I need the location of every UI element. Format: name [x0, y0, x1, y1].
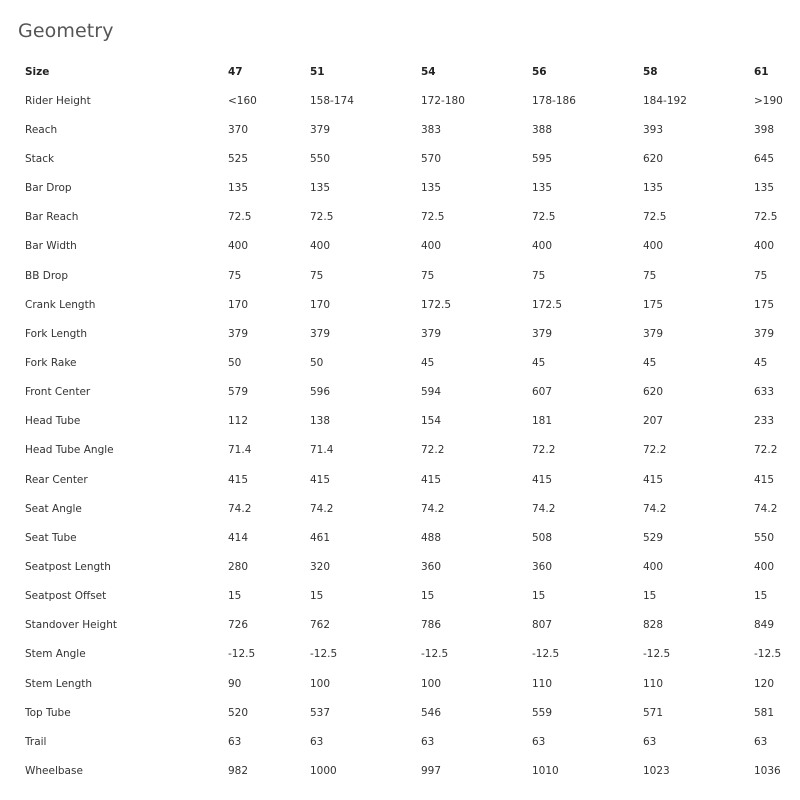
- table-cell: 135: [228, 182, 249, 195]
- table-cell: 178-186: [532, 94, 576, 107]
- row-label: Stem Angle: [25, 648, 86, 661]
- table-cell: 379: [310, 327, 331, 340]
- table-cell: 360: [421, 560, 442, 573]
- table-row: [25, 640, 795, 669]
- row-label: Stem Length: [25, 677, 93, 690]
- table-cell: 74.2: [421, 502, 445, 515]
- table-cell: 75: [754, 269, 768, 282]
- table-cell: 280: [228, 560, 249, 573]
- table-cell: 72.2: [421, 444, 445, 457]
- table-cell: 415: [754, 473, 775, 486]
- table-row: [25, 319, 795, 348]
- table-cell: 997: [421, 764, 442, 777]
- table-cell: 184-192: [643, 94, 687, 107]
- row-label: Bar Drop: [25, 182, 72, 195]
- table-cell: 1000: [310, 764, 337, 777]
- table-cell: -12.5: [228, 648, 256, 661]
- table-cell: 63: [754, 735, 768, 748]
- table-cell: 400: [754, 240, 775, 253]
- row-label: Seat Angle: [25, 502, 82, 515]
- table-cell: 90: [228, 677, 242, 690]
- table-cell: 50: [228, 356, 242, 369]
- header-cell-size-47: 47: [228, 65, 243, 78]
- row-label: Seatpost Length: [25, 560, 111, 573]
- row-label: Crank Length: [25, 298, 96, 311]
- table-cell: 110: [532, 677, 553, 690]
- table-row: [25, 348, 795, 377]
- table-cell: 45: [754, 356, 768, 369]
- table-cell: 550: [754, 531, 775, 544]
- row-label: Wheelbase: [25, 764, 83, 777]
- table-row: [25, 523, 795, 552]
- table-cell: 63: [310, 735, 324, 748]
- table-cell: 172.5: [421, 298, 452, 311]
- row-label: Bar Reach: [25, 211, 79, 224]
- row-label: Rider Height: [25, 94, 91, 107]
- table-row: [25, 115, 795, 144]
- table-row: [25, 290, 795, 319]
- table-row: [25, 582, 795, 611]
- table-cell: 596: [310, 386, 331, 399]
- row-label: Bar Width: [25, 240, 77, 253]
- table-cell: 112: [228, 415, 249, 428]
- table-cell: 400: [754, 560, 775, 573]
- table-cell: 71.4: [228, 444, 252, 457]
- table-cell: 379: [754, 327, 775, 340]
- table-cell: -12.5: [754, 648, 782, 661]
- table-cell: -12.5: [532, 648, 560, 661]
- table-cell: 383: [421, 123, 442, 136]
- table-cell: 520: [228, 706, 249, 719]
- table-cell: 50: [310, 356, 324, 369]
- table-cell: 72.5: [421, 211, 445, 224]
- table-cell: <160: [228, 94, 257, 107]
- table-cell: 415: [643, 473, 664, 486]
- table-cell: 1010: [532, 764, 559, 777]
- header-cell-size-56: 56: [532, 65, 547, 78]
- header-cell-size-58: 58: [643, 65, 658, 78]
- row-label: Seat Tube: [25, 531, 77, 544]
- table-cell: 207: [643, 415, 664, 428]
- table-cell: 100: [310, 677, 331, 690]
- row-label: Fork Length: [25, 327, 88, 340]
- table-cell: 135: [310, 182, 331, 195]
- table-cell: 620: [643, 386, 664, 399]
- table-cell: 360: [532, 560, 553, 573]
- table-cell: 393: [643, 123, 664, 136]
- table-row: [25, 552, 795, 581]
- table-cell: 415: [310, 473, 331, 486]
- table-cell: 400: [643, 560, 664, 573]
- table-cell: 45: [643, 356, 657, 369]
- table-cell: 982: [228, 764, 249, 777]
- header-cell-size: Size: [25, 65, 50, 78]
- table-cell: 415: [532, 473, 553, 486]
- table-cell: 181: [532, 415, 553, 428]
- row-label: Standover Height: [25, 619, 117, 632]
- table-cell: 138: [310, 415, 331, 428]
- row-label: BB Drop: [25, 269, 69, 282]
- table-cell: 45: [532, 356, 546, 369]
- table-cell: 72.5: [228, 211, 252, 224]
- table-cell: 461: [310, 531, 331, 544]
- geometry-table: [25, 57, 795, 786]
- row-label: Rear Center: [25, 473, 88, 486]
- table-row: [25, 203, 795, 232]
- row-label: Head Tube Angle: [25, 444, 114, 457]
- table-row: [25, 494, 795, 523]
- row-label: Seatpost Offset: [25, 590, 107, 603]
- table-cell: 172-180: [421, 94, 465, 107]
- row-label: Reach: [25, 123, 58, 136]
- table-cell: 74.2: [643, 502, 667, 515]
- table-cell: 74.2: [310, 502, 334, 515]
- table-cell: 762: [310, 619, 331, 632]
- table-cell: 379: [310, 123, 331, 136]
- table-cell: 135: [643, 182, 664, 195]
- table-cell: 75: [532, 269, 546, 282]
- table-cell: 75: [310, 269, 324, 282]
- row-label: Trail: [25, 735, 47, 748]
- table-cell: 15: [754, 590, 768, 603]
- table-cell: 15: [532, 590, 546, 603]
- table-cell: 620: [643, 152, 664, 165]
- table-cell: 100: [421, 677, 442, 690]
- table-cell: 807: [532, 619, 553, 632]
- table-cell: 1023: [643, 764, 670, 777]
- table-row: [25, 669, 795, 698]
- table-cell: 400: [421, 240, 442, 253]
- table-row: [25, 232, 795, 261]
- table-cell: 645: [754, 152, 775, 165]
- table-cell: 400: [310, 240, 331, 253]
- table-cell: 537: [310, 706, 331, 719]
- table-cell: 63: [643, 735, 657, 748]
- table-row: [25, 407, 795, 436]
- table-cell: 488: [421, 531, 442, 544]
- row-label: Fork Rake: [25, 356, 77, 369]
- table-cell: 579: [228, 386, 249, 399]
- table-cell: 158-174: [310, 94, 354, 107]
- table-row: [25, 378, 795, 407]
- table-cell: 15: [228, 590, 242, 603]
- table-cell: 414: [228, 531, 249, 544]
- table-cell: 559: [532, 706, 553, 719]
- table-cell: 170: [228, 298, 249, 311]
- table-cell: 74.2: [754, 502, 778, 515]
- page-title: Geometry: [18, 20, 114, 42]
- table-cell: -12.5: [421, 648, 449, 661]
- table-row: [25, 261, 795, 290]
- table-cell: 607: [532, 386, 553, 399]
- table-cell: 45: [421, 356, 435, 369]
- row-label: Stack: [25, 152, 55, 165]
- table-cell: 72.5: [532, 211, 556, 224]
- table-cell: 400: [643, 240, 664, 253]
- table-row: [25, 144, 795, 173]
- table-cell: 529: [643, 531, 664, 544]
- table-row: [25, 465, 795, 494]
- table-header-row: [25, 57, 795, 86]
- table-cell: 379: [643, 327, 664, 340]
- table-cell: 595: [532, 152, 553, 165]
- table-cell: 15: [643, 590, 657, 603]
- table-row: [25, 174, 795, 203]
- table-cell: 135: [532, 182, 553, 195]
- table-cell: 135: [754, 182, 775, 195]
- table-cell: 388: [532, 123, 553, 136]
- table-cell: 786: [421, 619, 442, 632]
- table-cell: 726: [228, 619, 249, 632]
- table-cell: 172.5: [532, 298, 563, 311]
- table-cell: 120: [754, 677, 775, 690]
- table-cell: 74.2: [228, 502, 252, 515]
- table-cell: 75: [643, 269, 657, 282]
- table-cell: 370: [228, 123, 249, 136]
- table-cell: 550: [310, 152, 331, 165]
- table-cell: 379: [228, 327, 249, 340]
- table-cell: 75: [228, 269, 242, 282]
- table-cell: 72.2: [532, 444, 556, 457]
- table-cell: 154: [421, 415, 442, 428]
- table-cell: 508: [532, 531, 553, 544]
- table-cell: 379: [532, 327, 553, 340]
- table-row: [25, 698, 795, 727]
- table-cell: 63: [421, 735, 435, 748]
- table-cell: 400: [228, 240, 249, 253]
- table-cell: 110: [643, 677, 664, 690]
- row-label: Front Center: [25, 386, 91, 399]
- table-row: [25, 727, 795, 756]
- row-label: Head Tube: [25, 415, 81, 428]
- header-cell-size-51: 51: [310, 65, 325, 78]
- table-cell: -12.5: [310, 648, 338, 661]
- table-cell: 74.2: [532, 502, 556, 515]
- table-cell: 72.5: [310, 211, 334, 224]
- table-cell: 525: [228, 152, 249, 165]
- table-cell: 175: [643, 298, 664, 311]
- table-cell: 1036: [754, 764, 781, 777]
- table-cell: -12.5: [643, 648, 671, 661]
- table-cell: 546: [421, 706, 442, 719]
- table-cell: 15: [310, 590, 324, 603]
- table-cell: 320: [310, 560, 331, 573]
- table-cell: 63: [228, 735, 242, 748]
- table-cell: 72.2: [643, 444, 667, 457]
- table-cell: 175: [754, 298, 775, 311]
- row-label: Top Tube: [25, 706, 71, 719]
- table-row: [25, 611, 795, 640]
- table-cell: 571: [643, 706, 664, 719]
- table-cell: 415: [421, 473, 442, 486]
- table-cell: 15: [421, 590, 435, 603]
- table-cell: >190: [754, 94, 783, 107]
- table-cell: 379: [421, 327, 442, 340]
- table-cell: 170: [310, 298, 331, 311]
- table-cell: 72.5: [643, 211, 667, 224]
- table-cell: 633: [754, 386, 775, 399]
- table-cell: 72.2: [754, 444, 778, 457]
- table-body: [25, 86, 795, 785]
- table-cell: 594: [421, 386, 442, 399]
- table-cell: 570: [421, 152, 442, 165]
- header-cell-size-61: 61: [754, 65, 769, 78]
- table-row: [25, 756, 795, 785]
- table-row: [25, 86, 795, 115]
- table-cell: 581: [754, 706, 775, 719]
- table-cell: 398: [754, 123, 775, 136]
- table-cell: 75: [421, 269, 435, 282]
- table-cell: 135: [421, 182, 442, 195]
- table-cell: 63: [532, 735, 546, 748]
- table-cell: 72.5: [754, 211, 778, 224]
- table-cell: 400: [532, 240, 553, 253]
- table-cell: 71.4: [310, 444, 334, 457]
- table-cell: 415: [228, 473, 249, 486]
- table-cell: 828: [643, 619, 664, 632]
- header-cell-size-54: 54: [421, 65, 436, 78]
- table-cell: 233: [754, 415, 775, 428]
- table-cell: 849: [754, 619, 775, 632]
- table-row: [25, 436, 795, 465]
